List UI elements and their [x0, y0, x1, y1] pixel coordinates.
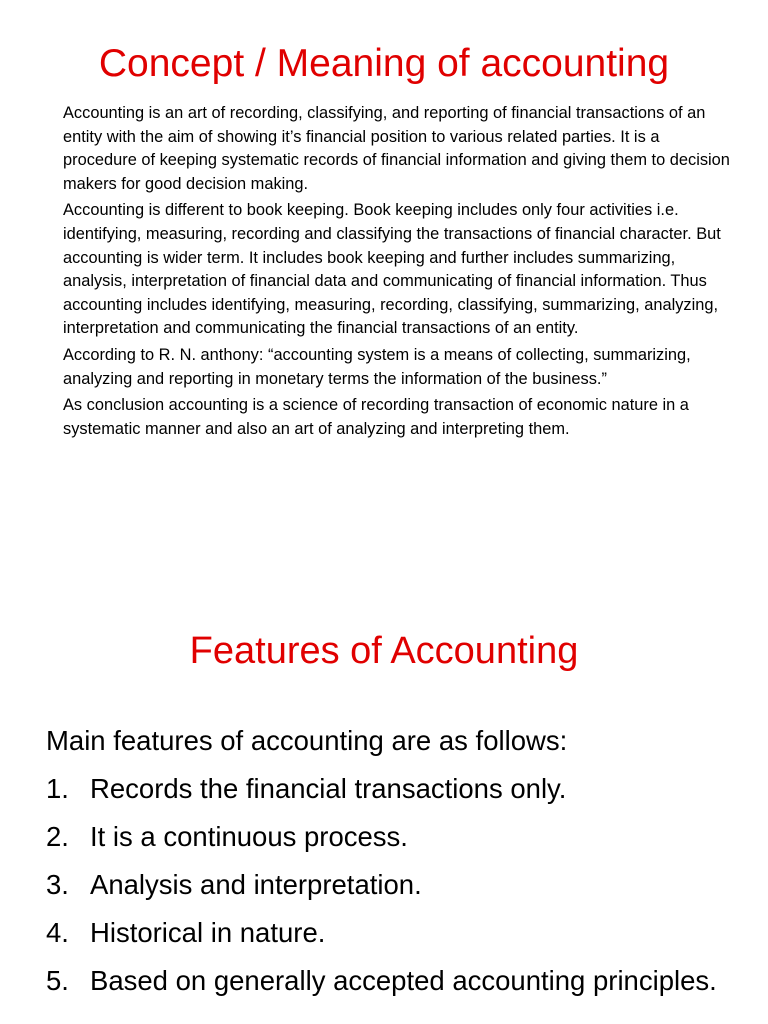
list-item — [46, 861, 746, 909]
list-item-text: Based on generally accepted accounting principles. — [90, 965, 717, 996]
list-item-number: 2. — [46, 821, 69, 852]
list-item-number: 4. — [46, 917, 69, 948]
list-item — [46, 909, 746, 957]
list-item-number: 5. — [46, 965, 69, 996]
features-body — [46, 717, 746, 1005]
paragraph-definition: Accounting is an art of recording, classifying, and reporting of financial transactions of an entity with the aim of showing it’s financial position to various related parties. It is a procedure of keeping systematic records of financial information and giving them to decision makers for good decision making. — [63, 104, 730, 193]
list-item — [46, 813, 746, 861]
list-item-number: 3. — [46, 869, 69, 900]
list-item-text: It is a continuous process. — [90, 821, 408, 852]
slide-features — [0, 600, 768, 1024]
list-item — [46, 957, 746, 1005]
features-list — [46, 765, 746, 1005]
list-item-text: Historical in nature. — [90, 917, 326, 948]
paragraph-anthony-quote: According to R. N. anthony: “accounting system is a means of collecting, summarizing, analyzing and reporting in monetary terms the information of the business.” — [63, 345, 691, 388]
features-intro: Main features of accounting are as follows: — [46, 725, 568, 756]
list-item — [46, 765, 746, 813]
slide-title-features: Features of Accounting — [189, 630, 579, 672]
list-item-text: Analysis and interpretation. — [90, 869, 422, 900]
slide-title-concept: Concept / Meaning of accounting — [98, 42, 670, 85]
concept-body — [63, 102, 733, 444]
paragraph-book-keeping: Accounting is different to book keeping. Book keeping includes only four activities i.e. identifying, measuring, recording and classifying the transactions of financial character. But accounting is wider term. It includes book keeping and further includes summarizing, analysis, interpretation of financial data and communicating of financial information. Thus accounting includes identifying, measuring, recording, classifying, summarizing, analyzing, interpretation and communicating the financial transactions of an entity. — [63, 201, 721, 338]
paragraph-conclusion: As conclusion accounting is a science of recording transaction of economic nature in a systematic manner and also an art of analyzing and interpreting them. — [63, 396, 689, 438]
list-item-text: Records the financial transactions only. — [90, 773, 567, 804]
list-item-number: 1. — [46, 773, 69, 804]
